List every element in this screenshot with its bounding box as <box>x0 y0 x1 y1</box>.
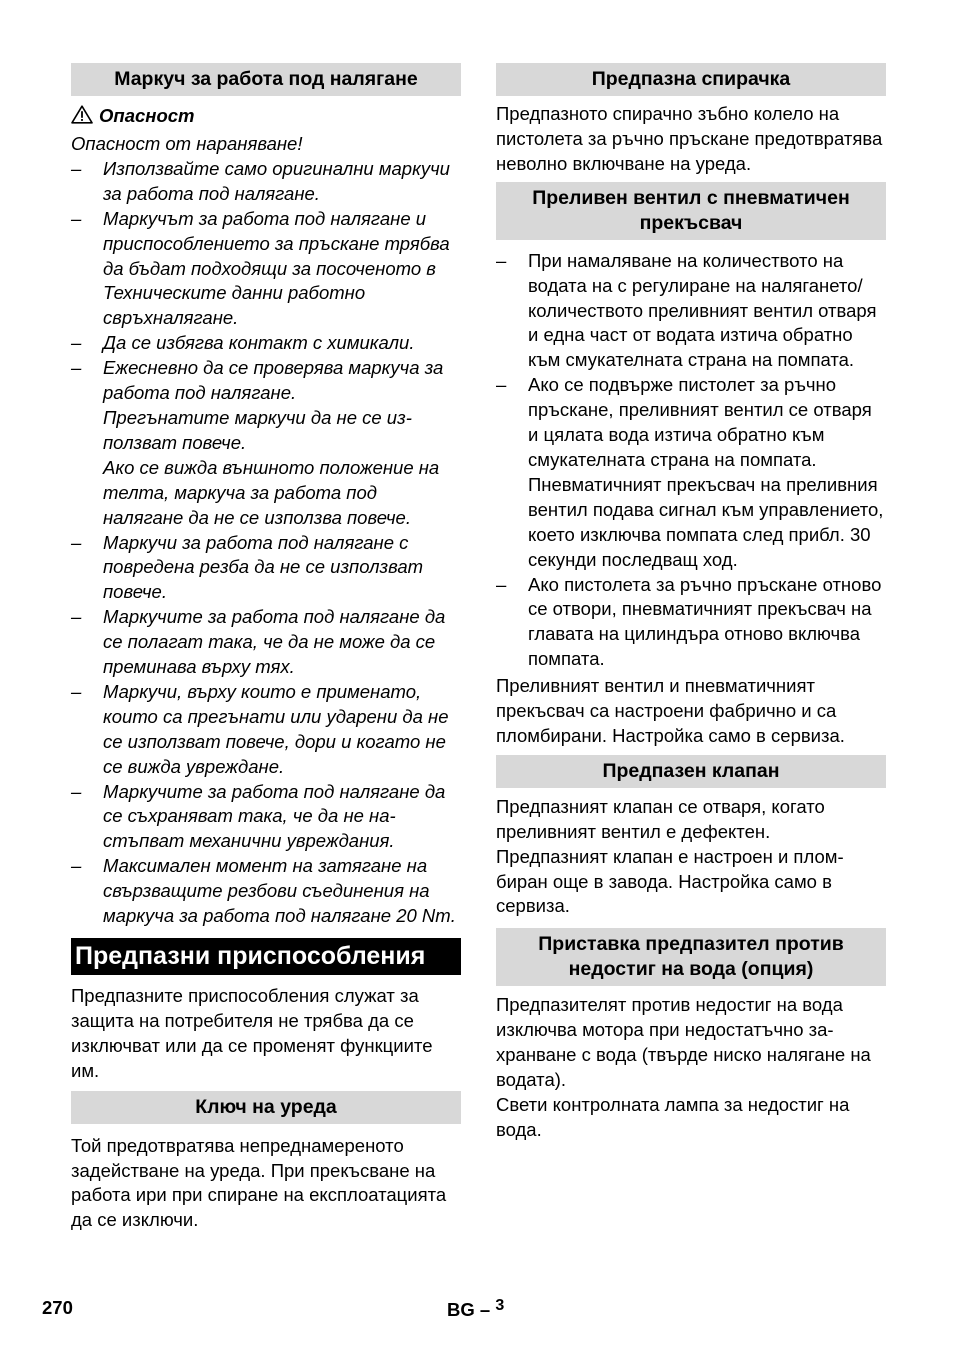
page-number: 270 <box>42 1297 73 1318</box>
list-item: – Маркучи, върху които е применато, които са прегънати или ударени да не се използват повече, дори и когато не се вижда увреждане. <box>71 680 461 780</box>
section-heading-brake: Предпазна спирачка <box>496 63 886 96</box>
list-item: – Използвайте само оригинални маркучи за работа под налягане. <box>71 157 461 207</box>
hose-danger-list <box>71 157 461 929</box>
sub-page-number: 3 <box>495 1297 505 1314</box>
list-item-text: – Ежесневно да се проверява маркуча за работа под налягане. <box>103 357 444 404</box>
left-column <box>71 63 461 1233</box>
warning-triangle-icon <box>71 105 93 124</box>
list-item: – Ако се подвърже пистолет за ръчно пръскане, преливният вентил се отваря и цялата вода изтича обратно към смукателната страна на помпата. Пневматичният прекъсвач на преливния вентил подава сигнал към управлението, което изключва помпата след прибл. 30 секунди последващ ход. <box>496 373 886 572</box>
water-text-2: Свети контролната лампа за недостиг на вода. <box>496 1094 850 1140</box>
list-item: – Максимален момент на затягане на свързващите резбови съединения на маркуча за работа под налягане 20 Nm. <box>71 854 461 929</box>
water-text-1: Предпазителят против недостиг на вода изключва мотора при недостатъчно захранване с вода (твърде ниско налягане на водата). <box>496 994 871 1091</box>
list-item: – Ако пистолета за ръчно пръскане отново се отвори, пневматичният прекъсвач на главата на цилиндъра отново включва помпата. <box>496 573 886 673</box>
list-item <box>71 356 461 530</box>
right-column <box>496 63 886 1143</box>
valve-text-1: Предпазният клапан се отваря, когато преливният вентил е дефектен. <box>496 795 825 842</box>
safety-text: Предпазните приспособления служат за защита на потребителя не трябва да се изключват или да се променят функциите им. <box>71 985 433 1081</box>
list-item: – Маркучите за работа под налягане да се полагат така, че да не може да се преминава върху тях. <box>71 605 461 680</box>
list-item-extra: Прегънатите маркучи да не се използват повече. <box>103 406 412 453</box>
list-item: – Да се избягва контакт с химикали. <box>71 331 461 356</box>
brake-text: Предпазното спирачно зъбно колело на пистолета за ръчно пръскане предотвратява неволно включване на уреда. <box>496 103 883 174</box>
overflow-list <box>496 249 886 672</box>
danger-label <box>71 103 461 128</box>
list-item: – При намаляване на количеството на водата на с регулиране на налягането/количеството преливният вентил отваря и една част от водата изтича обратно към смукателната страна на помпата. <box>496 249 886 374</box>
key-text: Той предотвратява непреднамереното задействане на уреда. При прекъсване на работа ири при спиране на експлоатацията да се изключи. <box>71 1134 447 1231</box>
list-item: – Маркучите за работа под налягане да се съхраняват така, че да не настъпват механични увреждания. <box>71 780 461 855</box>
chapter-heading-safety: Предпазни приспособления <box>71 938 461 975</box>
danger-intro: Опасност от нараняване! <box>71 133 303 154</box>
overflow-text: Преливният вентил и пневматичният прекъсвач са настроени фабрично и са пломбирани. Настройка само в сервиза. <box>496 675 845 746</box>
language-code: BG – <box>447 1299 491 1320</box>
section-heading-hose: Маркуч за работа под налягане <box>71 63 461 96</box>
section-heading-overflow: Преливен вентил с пневматичен прекъсвач <box>496 182 886 240</box>
section-heading-valve: Предпазен клапан <box>496 755 886 788</box>
danger-label-text: Опасност <box>99 105 195 126</box>
list-item: – Маркучи за работа под налягане с повредена резба да не се използват повече. <box>71 531 461 606</box>
section-heading-water: Приставка предпазител против недостиг на вода (опция) <box>496 928 886 986</box>
section-heading-key: Ключ на уреда <box>71 1091 461 1124</box>
list-item: – Маркучът за работа под налягане и приспособлението за пръскане трябва да бъдат подходящи за посоченото в Техническите данни работно свръхналягане. <box>71 207 461 332</box>
list-item-extra: Ако се вижда външното положение на телта, маркуча за работа под налягане да не се използва повече. <box>103 456 440 528</box>
language-page-marker <box>447 1297 504 1321</box>
valve-text-2: Предпазният клапан е настроен и пломбиран още в завода. Настройка само в сервиза. <box>496 845 844 917</box>
